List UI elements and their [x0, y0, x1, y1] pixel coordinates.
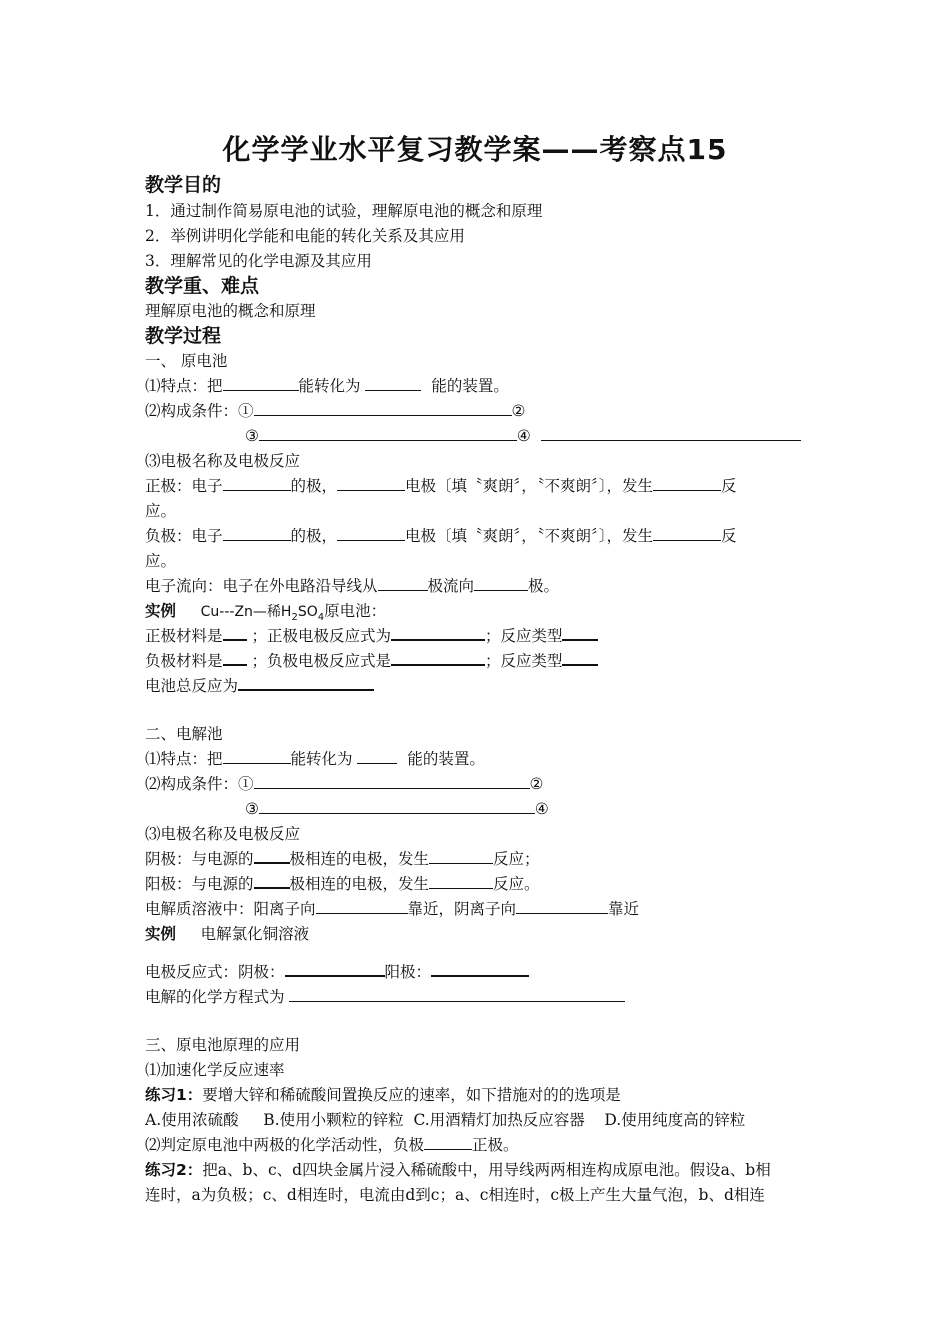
option-c: C.用酒精灯加热反应容器: [413, 1111, 585, 1129]
part1-title: 一、 原电池: [145, 352, 228, 370]
part3-title: 三、原电池原理的应用: [145, 1036, 301, 1054]
ion-movement: 电解质溶液中：阳离子向 靠近，阴离子向 靠近: [145, 900, 640, 918]
blank: [431, 961, 529, 977]
blank: [254, 848, 290, 864]
blank: [429, 874, 493, 889]
negative-material: 负极材料是 ；负极电极反应式是 ；反应类型: [145, 650, 598, 672]
part3-sub2: ⑵判定原电池中两极的化学活动性，负极 正极。: [145, 1136, 519, 1154]
part1-feature: ⑴特点：把 能转化为 能的装置。: [145, 377, 509, 395]
exercise-1-options: [145, 1109, 745, 1131]
blank: [254, 774, 530, 789]
option-d: D.使用纯度高的锌粒: [604, 1111, 746, 1129]
blank: [223, 376, 299, 391]
electron-flow: 电子流向：电子在外电路沿导线从 极流向 极。: [145, 577, 560, 595]
blank: [429, 849, 493, 864]
blank: [285, 961, 385, 977]
positive-electrode-end: 应。: [145, 502, 177, 520]
negative-electrode: 负极：电子 的极， 电极〔填〝爽朗〞，〝不爽朗〞〕，发生 反: [145, 527, 737, 545]
blank: [337, 526, 405, 541]
cathode: 阴极：与电源的 极相连的电极，发生 反应；: [145, 850, 540, 868]
positive-material: 正极材料是 ；正极电极反应式为 ；反应类型: [145, 625, 598, 647]
page-title: 化学学业水平复习教学案——考察点15: [222, 133, 728, 166]
blank: [223, 625, 247, 641]
blank: [357, 749, 397, 764]
part2-example: 实例 电解氯化铜溶液: [145, 925, 310, 943]
blank: [365, 376, 421, 391]
anode: 阳极：与电源的 极相连的电极，发生 反应。: [145, 875, 540, 893]
blank: [562, 625, 598, 641]
exercise-2-line2: 连时，a为负极；c、d相连时，电流由d到c；a、c相连时，c极上产生大量气泡，b、d相连: [145, 1186, 765, 1204]
part2-title: 二、电解池: [145, 725, 223, 743]
negative-electrode-end: 应。: [145, 552, 177, 570]
blank: [424, 1135, 472, 1150]
exercise-2-line1: 练习2：把a、b、c、d四块金属片浸入稀硫酸中，用导线两两相连构成原电池。假设a、b相: [145, 1161, 771, 1179]
part2-electrode-title: ⑶电极名称及电极反应: [145, 825, 301, 843]
part2-feature: ⑴特点：把 能转化为 能的装置。: [145, 750, 485, 768]
blank: [474, 576, 528, 591]
option-b: B.使用小颗粒的锌粒: [263, 1111, 404, 1129]
exercise-1: 练习1：要增大锌和稀硫酸间置换反应的速率，如下措施对的的选项是: [145, 1086, 621, 1104]
blank: [254, 401, 512, 416]
electrode-reaction: 电极反应式：阴极： 阳极：: [145, 961, 529, 983]
goal-3: 3．理解常见的化学电源及其应用: [145, 252, 372, 270]
blank: [289, 987, 625, 1002]
process-heading: 教学过程: [145, 325, 222, 347]
blank: [378, 576, 428, 591]
blank: [391, 625, 485, 641]
part1-conditions-2: ③ ④: [245, 425, 801, 447]
part1-electrode-title: ⑶电极名称及电极反应: [145, 452, 301, 470]
option-a: A.使用浓硫酸: [145, 1111, 239, 1129]
electrolysis-equation: 电解的化学方程式为: [145, 986, 625, 1008]
blank: [653, 526, 721, 541]
part2-conditions-2: ③ ④: [245, 800, 549, 818]
blank: [223, 476, 291, 491]
blank: [653, 476, 721, 491]
blank: [516, 899, 608, 914]
blank: [223, 650, 247, 666]
goal-heading: 教学目的: [145, 174, 222, 196]
blank: [259, 426, 517, 441]
part2-conditions: ⑵构成条件：① ②: [145, 775, 544, 793]
goal-1: 1．通过制作简易原电池的试验，理解原电池的概念和原理: [145, 202, 543, 220]
goal-2: 2．举例讲明化学能和电能的转化关系及其应用: [145, 227, 465, 245]
blank: [254, 873, 290, 889]
blank: [562, 650, 598, 666]
blank: [541, 426, 801, 441]
key-text: 理解原电池的概念和原理: [145, 302, 316, 320]
key-heading: 教学重、难点: [145, 275, 260, 297]
part3-sub1: ⑴加速化学反应速率: [145, 1061, 285, 1079]
blank: [259, 799, 535, 814]
part1-conditions: ⑵构成条件：① ②: [145, 402, 526, 420]
blank: [223, 526, 291, 541]
blank: [391, 650, 485, 666]
blank: [316, 899, 408, 914]
part1-example: 实例 Cu---Zn—稀$H_2SO_4$原电池：: [145, 602, 387, 623]
positive-electrode: 正极：电子 的极， 电极〔填〝爽朗〞，〝不爽朗〞〕，发生 反: [145, 477, 737, 495]
blank: [238, 675, 374, 691]
total-reaction: 电池总反应为: [145, 675, 374, 697]
blank: [223, 749, 291, 764]
blank: [337, 476, 405, 491]
